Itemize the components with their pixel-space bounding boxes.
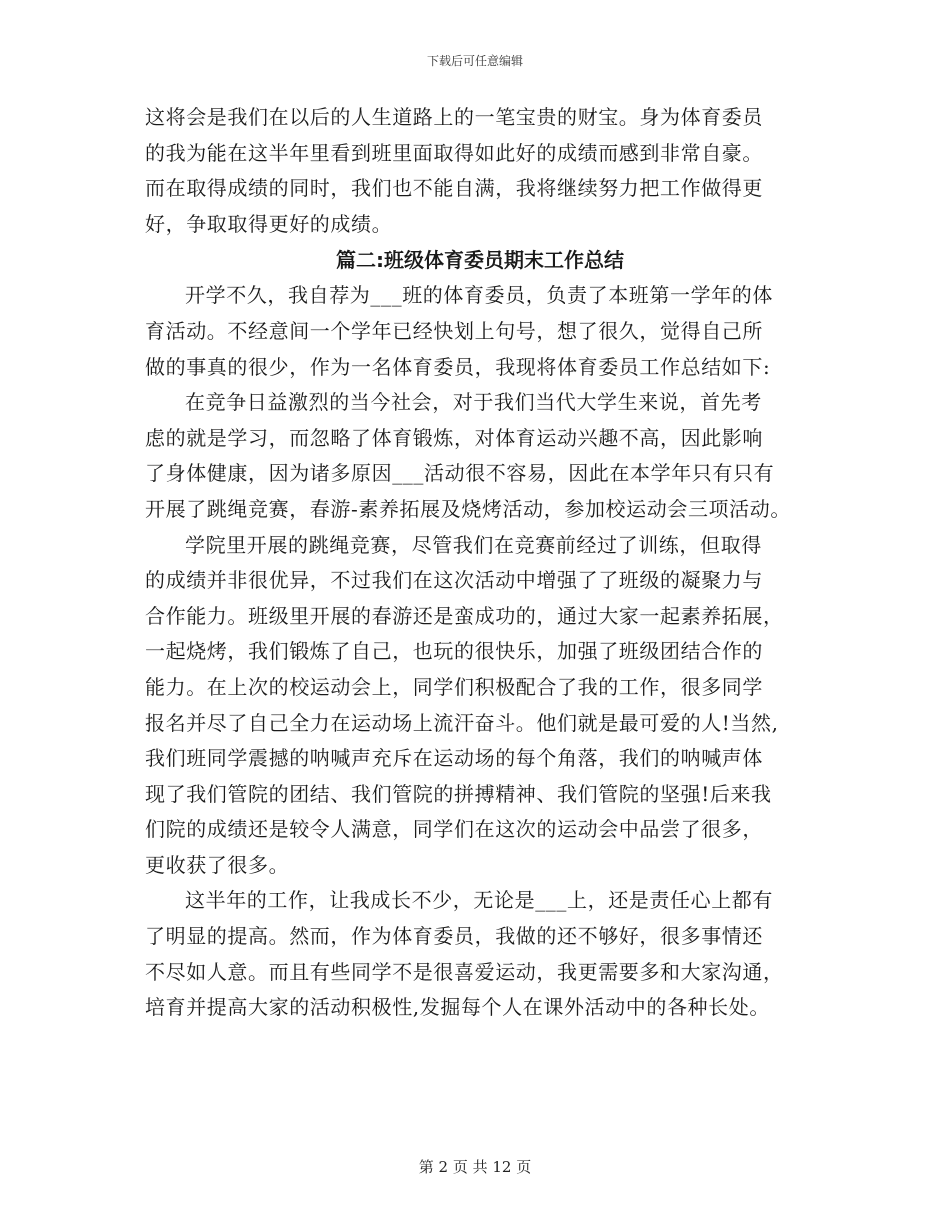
text-line: 这将会是我们在以后的人生道路上的一笔宝贵的财宝。身为体育委员 (145, 105, 763, 129)
document-body (145, 100, 815, 1026)
text-line: 开展了跳绳竞赛，春游-素养拓展及烧烤活动，参加校运动会三项活动。 (145, 496, 791, 521)
page-header: 下载后可任意编辑 (426, 54, 523, 68)
text-line: 能力。在上次的校运动会上，同学们积极配合了我的工作，很多同学 (145, 674, 763, 699)
text-line: 在竞争日益激烈的当今社会，对于我们当代大学生来说，首先考 (185, 390, 762, 415)
page-footer: 第 2 页 共 12 页 (418, 1158, 532, 1176)
text-line: 好，争取取得更好的成绩。 (145, 211, 393, 236)
text-line: 做的事真的很少，作为一名体育委员，我现将体育委员工作总结如下: (145, 354, 771, 379)
text-line: 学院里开展的跳绳竞赛，尽管我们在竞赛前经过了训练，但取得 (185, 532, 762, 557)
text-line: 了明显的提高。然而，作为体育委员，我做的还不够好，很多事情还 (145, 924, 763, 949)
text-line: 不尽如人意。而且有些同学不是很喜爱运动，我更需要多和大家沟通， (145, 959, 784, 984)
intro-paragraph (145, 100, 815, 242)
text-line: 更收获了很多。 (145, 852, 290, 877)
text-line: 报名并尽了自己全力在运动场上流汗奋斗。他们就是最可爱的人!当然, (145, 710, 779, 735)
text-line: 这半年的工作，让我成长不少，无论是___上，还是责任心上都有 (185, 888, 773, 913)
section-body (145, 278, 815, 1025)
text-line: 现了我们管院的团结、我们管院的拼搏精神、我们管院的坚强!后来我 (145, 781, 772, 806)
text-line: 开学不久，我自荐为___班的体育委员，负责了本班第一学年的体 (185, 283, 773, 308)
text-line: 们院的成绩还是较令人满意，同学们在这次的运动会中品尝了很多， (145, 817, 763, 842)
text-line: 合作能力。班级里开展的春游还是蛮成功的，通过大家一起素养拓展， (145, 603, 784, 628)
text-line: 的成绩并非很优异，不过我们在这次活动中增强了了班级的凝聚力与 (145, 568, 763, 593)
text-line: 了身体健康，因为诸多原因___活动很不容易，因此在本学年只有只有 (145, 461, 775, 486)
text-line: 虑的就是学习，而忽略了体育锻炼，对体育运动兴趣不高，因此影响 (145, 425, 763, 450)
text-line: 培育并提高大家的活动积极性,发掘每个人在课外活动中的各种长处。 (145, 995, 770, 1020)
text-line: 而在取得成绩的同时，我们也不能自满，我将继续努力把工作做得更 (145, 176, 763, 201)
section-title: 篇二:班级体育委员期末工作总结 (336, 248, 624, 273)
text-line: 一起烧烤，我们锻炼了自己，也玩的很快乐，加强了班级团结合作的 (145, 639, 763, 664)
text-line: 的我为能在这半年里看到班里面取得如此好的成绩而感到非常自豪。 (145, 140, 763, 165)
text-line: 我们班同学震撼的呐喊声充斥在运动场的每个角落，我们的呐喊声体 (145, 746, 763, 771)
text-line: 育活动。不经意间一个学年已经快划上句号，想了很久，觉得自己所 (145, 318, 763, 343)
